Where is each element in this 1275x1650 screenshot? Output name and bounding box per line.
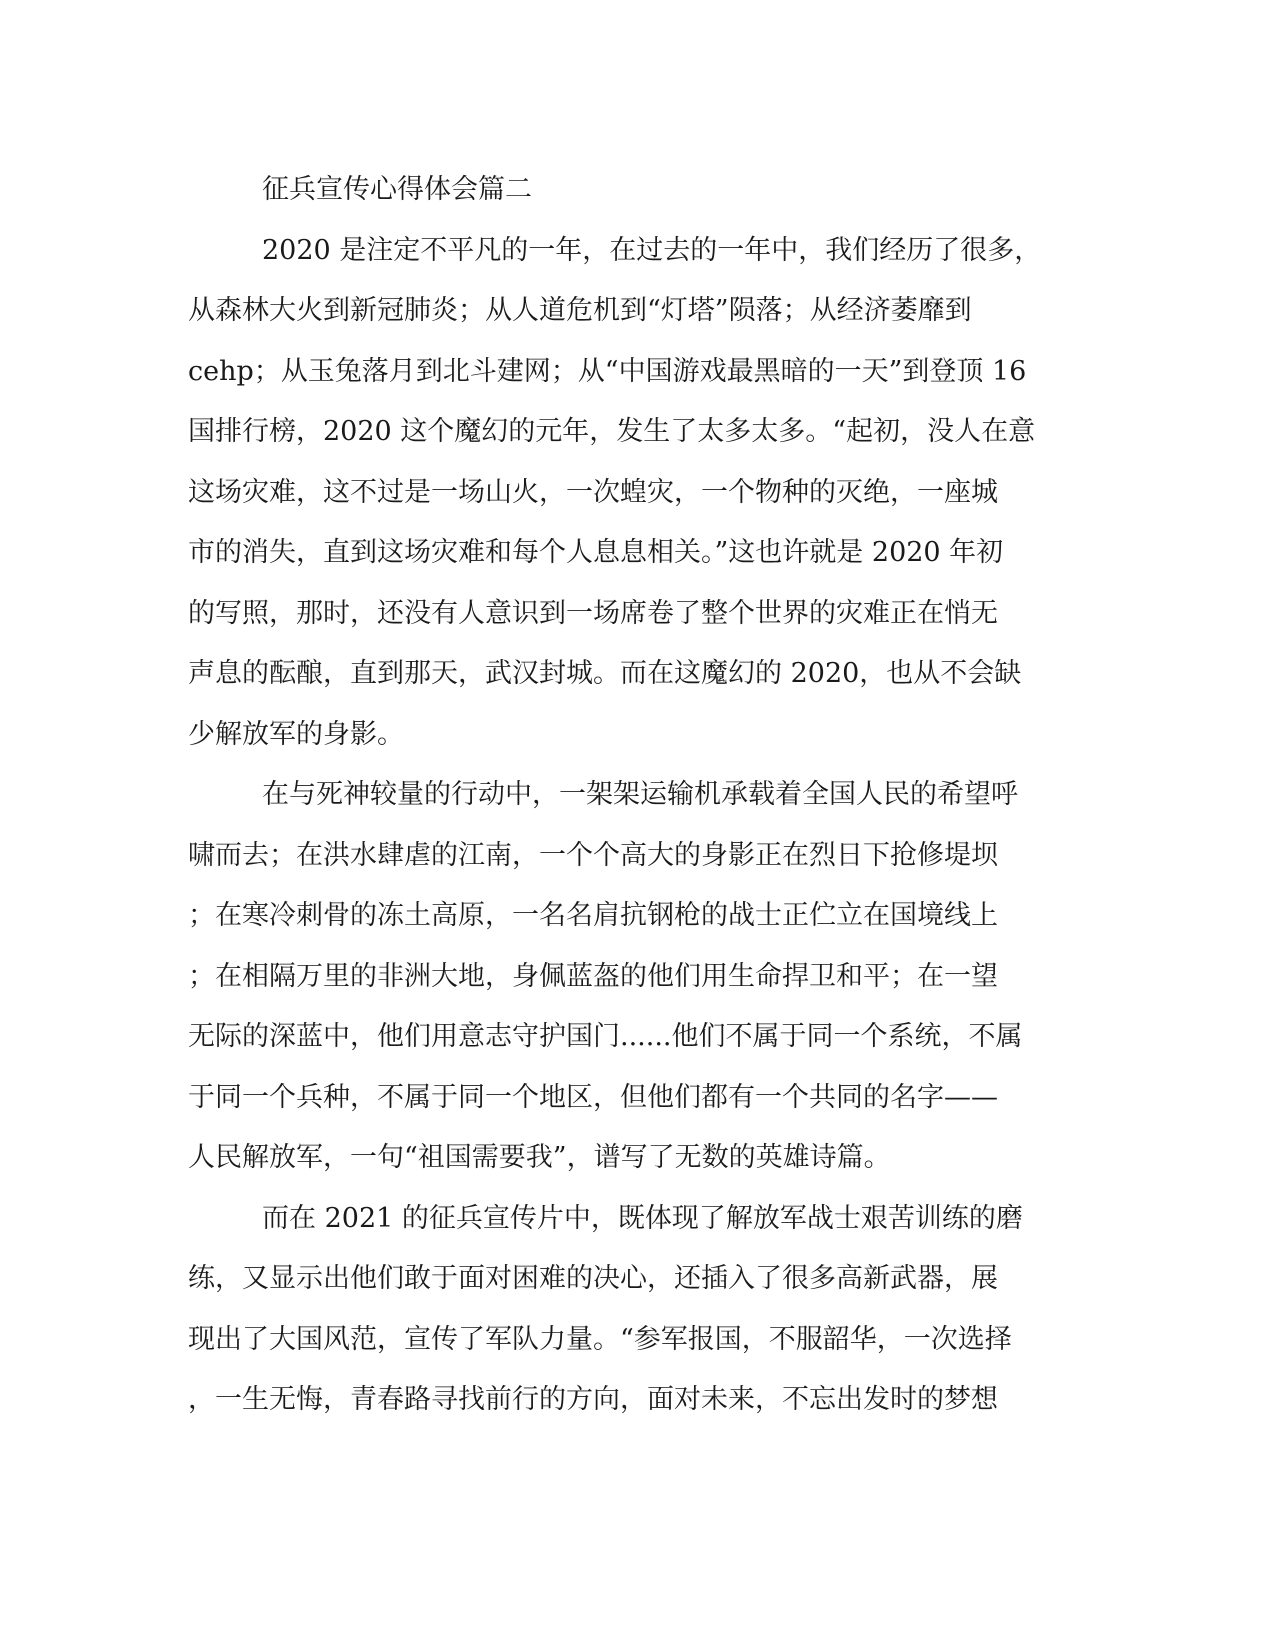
text-line: 啸而去；在洪水肆虐的江南，一个个高大的身影正在烈日下抢修堤坝 xyxy=(188,839,998,871)
text-line: cehp；从玉兔落月到北斗建网；从“中国游戏最黑暗的一天”到登顶 16 xyxy=(188,355,1027,387)
text-line: 这场灾难，这不过是一场山火，一次蝗灾，一个物种的灭绝，一座城 xyxy=(188,476,998,508)
paragraph-3 xyxy=(188,1189,1088,1431)
text-line: 声息的酝酿，直到那天，武汉封城。而在这魔幻的 2020，也从不会缺 xyxy=(188,658,1022,689)
text-line: 练，又显示出他们敢于面对困难的决心，还插入了很多高新武器，展 xyxy=(188,1263,998,1294)
text-line: ；在寒冷刺骨的冻土高原，一名名肩抗钢枪的战士正伫立在国境线上 xyxy=(188,900,998,931)
text-line: 在与死神较量的行动中，一架架运输机承载着全国人民的希望呼 xyxy=(262,779,1018,810)
paragraph-2 xyxy=(188,765,1088,1189)
text-line: 人民解放军，一句“祖国需要我”，谱写了无数的英雄诗篇。 xyxy=(188,1142,891,1173)
text-line: 无际的深蓝中，他们用意志守护国门......他们不属于同一个系统，不属 xyxy=(188,1021,1023,1052)
text-line: 从森林大火到新冠肺炎；从人道危机到“灯塔”陨落；从经济萎靡到 xyxy=(188,295,972,326)
text-line: 国排行榜，2020 这个魔幻的元年，发生了太多太多。“起初，没人在意 xyxy=(188,416,1036,447)
text-line: ；在相隔万里的非洲大地，身佩蓝盔的他们用生命捍卫和平；在一望 xyxy=(188,960,998,992)
text-line: 2020 是注定不平凡的一年，在过去的一年中，我们经历了很多， xyxy=(262,234,1042,266)
document-body xyxy=(188,160,1088,1431)
text-line: 的写照，那时，还没有人意识到一场席卷了整个世界的灾难正在悄无 xyxy=(188,597,998,629)
text-line: 而在 2021 的征兵宣传片中，既体现了解放军战士艰苦训练的磨 xyxy=(262,1202,1023,1234)
text-line: 现出了大国风范，宣传了军队力量。“参军报国，不服韶华，一次选择 xyxy=(188,1323,1012,1355)
document-title: 征兵宣传心得体会篇二 xyxy=(262,174,532,205)
text-line: 于同一个兵种，不属于同一个地区，但他们都有一个共同的名字—— xyxy=(188,1081,998,1113)
paragraph-1 xyxy=(188,221,1088,766)
text-line: ，一生无悔，青春路寻找前行的方向，面对未来，不忘出发时的梦想 xyxy=(188,1384,998,1415)
text-line: 少解放军的身影。 xyxy=(188,718,404,750)
text-line: 市的消失，直到这场灾难和每个人息息相关。”这也许就是 2020 年初 xyxy=(188,537,1004,568)
